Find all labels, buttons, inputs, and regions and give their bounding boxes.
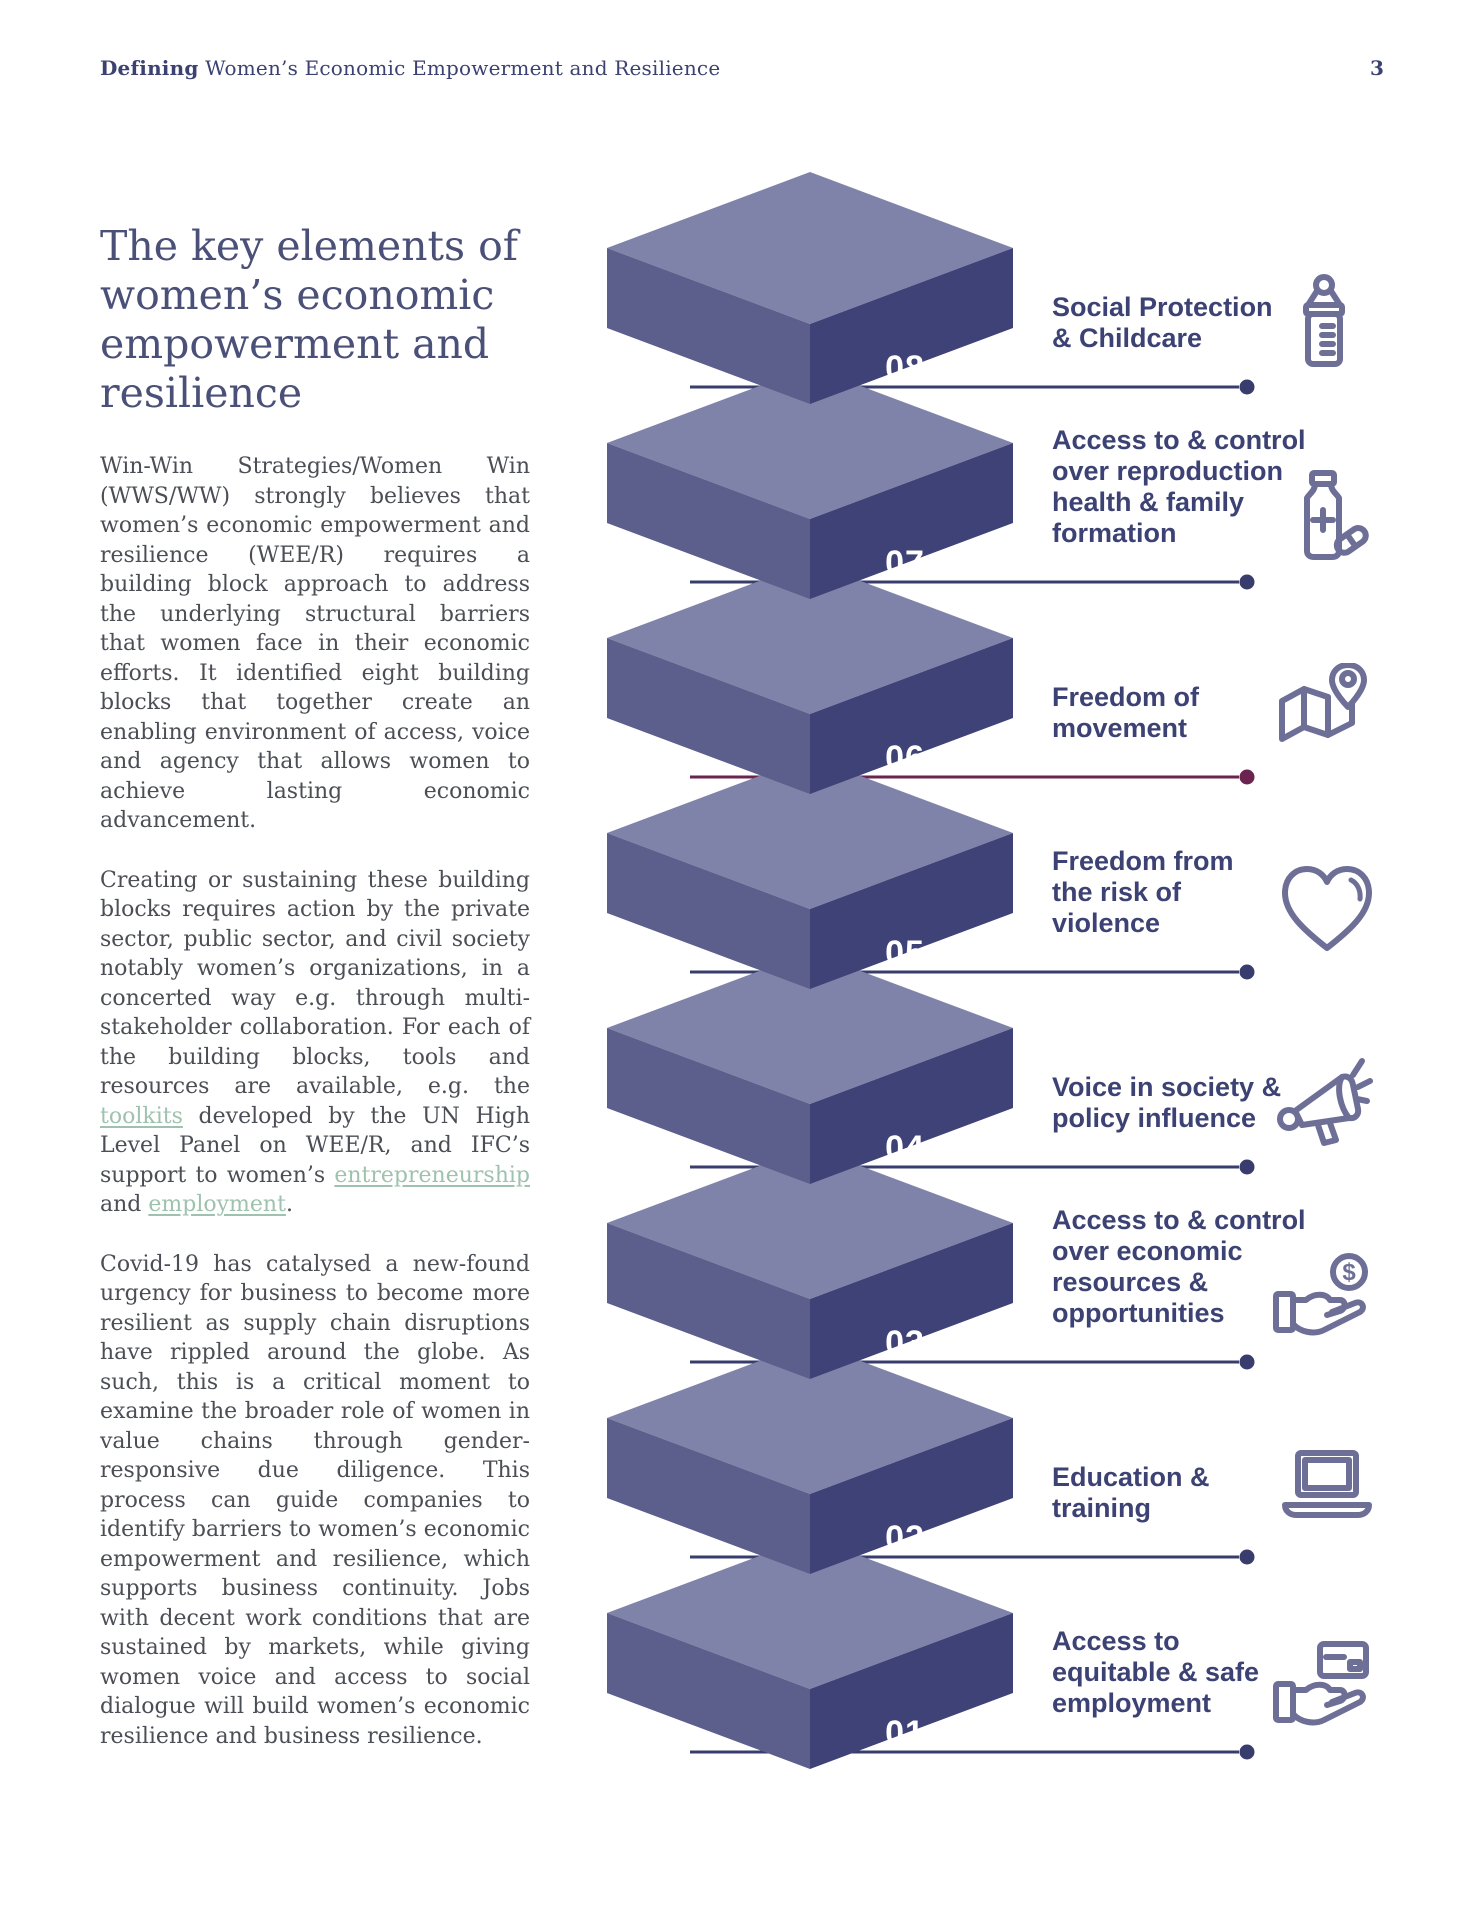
block-label-line: Social Protection [1052, 292, 1273, 322]
block-label-line: Access to & control [1052, 425, 1306, 455]
laptop-icon [1272, 1443, 1382, 1543]
block-number-02: 02 [885, 1519, 925, 1557]
block-label-02 [1052, 1462, 1210, 1524]
block-label-line: Freedom of [1052, 682, 1200, 712]
block-number-08: 08 [885, 349, 925, 387]
block-number-05: 05 [885, 934, 925, 972]
page-number: 3 [1370, 56, 1384, 80]
hand-coin-icon [1272, 1248, 1382, 1348]
block-label-06 [1052, 682, 1199, 744]
block-label-05 [1052, 846, 1234, 939]
block-label-03 [1052, 1205, 1306, 1329]
building-block-08 [607, 172, 1013, 404]
block-label-line: violence [1052, 908, 1161, 938]
baby-bottle-icon [1272, 273, 1382, 373]
connector-dot-01 [1240, 1745, 1255, 1760]
block-label-line: Freedom from [1052, 846, 1234, 876]
block-label-line: Access to & control [1052, 1205, 1306, 1235]
block-label-line: the risk of [1052, 877, 1182, 907]
paragraph-1: Win-Win Strategies/Women Win (WWS/WW) strongly believes that women’s economic empowerment and resilience (WEE/R) requires a building block approach to address the underlying structural barriers that women face in their economic efforts. It identified eight building blocks that together create an enabling environment of access, voice and agency that allows women to achieve lasting economic advancement. [100, 454, 530, 833]
block-label-04 [1052, 1072, 1281, 1134]
connector-dot-06 [1240, 770, 1255, 785]
block-label-line: Voice in society & [1052, 1072, 1282, 1102]
block-label-line: opportunities [1052, 1298, 1225, 1328]
block-number-01: 01 [885, 1714, 925, 1752]
entrepreneurship-link[interactable]: entrepreneurship [334, 1162, 530, 1188]
connector-dot-04 [1240, 1160, 1255, 1175]
block-label-line: Education & [1052, 1462, 1210, 1492]
paragraph-2-text: developed by the UN High Level Panel on WEE/R, and IFC’s support to women’s [100, 1103, 530, 1188]
block-number-07: 07 [885, 544, 925, 582]
megaphone-icon [1272, 1053, 1382, 1153]
block-label-line: equitable & safe [1052, 1657, 1260, 1687]
block-label-line: & Childcare [1052, 323, 1203, 353]
toolkits-link[interactable]: toolkits [100, 1103, 183, 1129]
header-title-bold: Defining [100, 56, 199, 80]
connector-dot-03 [1240, 1355, 1255, 1370]
block-label-01 [1052, 1626, 1259, 1719]
block-label-08 [1052, 292, 1273, 354]
header-title-rest: Women’s Economic Empowerment and Resilience [198, 56, 721, 80]
block-number-03: 03 [885, 1324, 925, 1362]
block-label-line: movement [1052, 713, 1188, 743]
paragraph-3: Covid-19 has catalysed a new-found urgency for business to become more resilient as supply chain disruptions have rippled around the globe. As such, this is a critical moment to examine the broader role of women in value chains through gender-responsive due diligence. This process can guide companies to identify barriers to women’s economic empowerment and resilience, which supports business continuity. Jobs with decent work conditions that are sustained by markets, while giving women voice and access to social dialogue will build women’s economic resilience and business resilience. [100, 1251, 530, 1749]
connector-dot-07 [1240, 575, 1255, 590]
block-label-line: policy influence [1052, 1103, 1257, 1133]
block-label-line: training [1052, 1493, 1151, 1523]
connector-dot-02 [1240, 1550, 1255, 1565]
paragraph-2-text: . [285, 1192, 293, 1217]
block-number-04: 04 [885, 1129, 925, 1167]
article-heading: The key elements of women’s economic empowerment and resilience [100, 222, 518, 417]
heart-icon [1272, 858, 1382, 958]
employment-link[interactable]: employment [148, 1192, 286, 1217]
block-label-line: over reproduction [1052, 456, 1284, 486]
hand-card-icon [1272, 1638, 1382, 1738]
block-number-06: 06 [885, 739, 925, 777]
connector-dot-05 [1240, 965, 1255, 980]
block-label-line: Access to [1052, 1626, 1180, 1656]
map-icon [1272, 663, 1382, 763]
paragraph-2-text: Creating or sustaining these building blocks requires action by the private sector, public sector, and civil society notably women’s organizations, in a concerted way e.g. through multi-stakeholder collaboration. For each of the building blocks, tools and resources are available, e.g. the [100, 867, 530, 1099]
block-label-line: employment [1052, 1688, 1212, 1718]
block-label-line: over economic [1052, 1236, 1243, 1266]
medicine-bottle-icon [1272, 468, 1382, 568]
connector-dot-08 [1240, 380, 1255, 395]
block-label-07 [1052, 425, 1306, 549]
block-label-line: formation [1052, 518, 1177, 548]
block-label-line: resources & [1052, 1267, 1209, 1297]
block-label-line: health & family [1052, 487, 1245, 517]
paragraph-2-text: and [100, 1192, 149, 1217]
